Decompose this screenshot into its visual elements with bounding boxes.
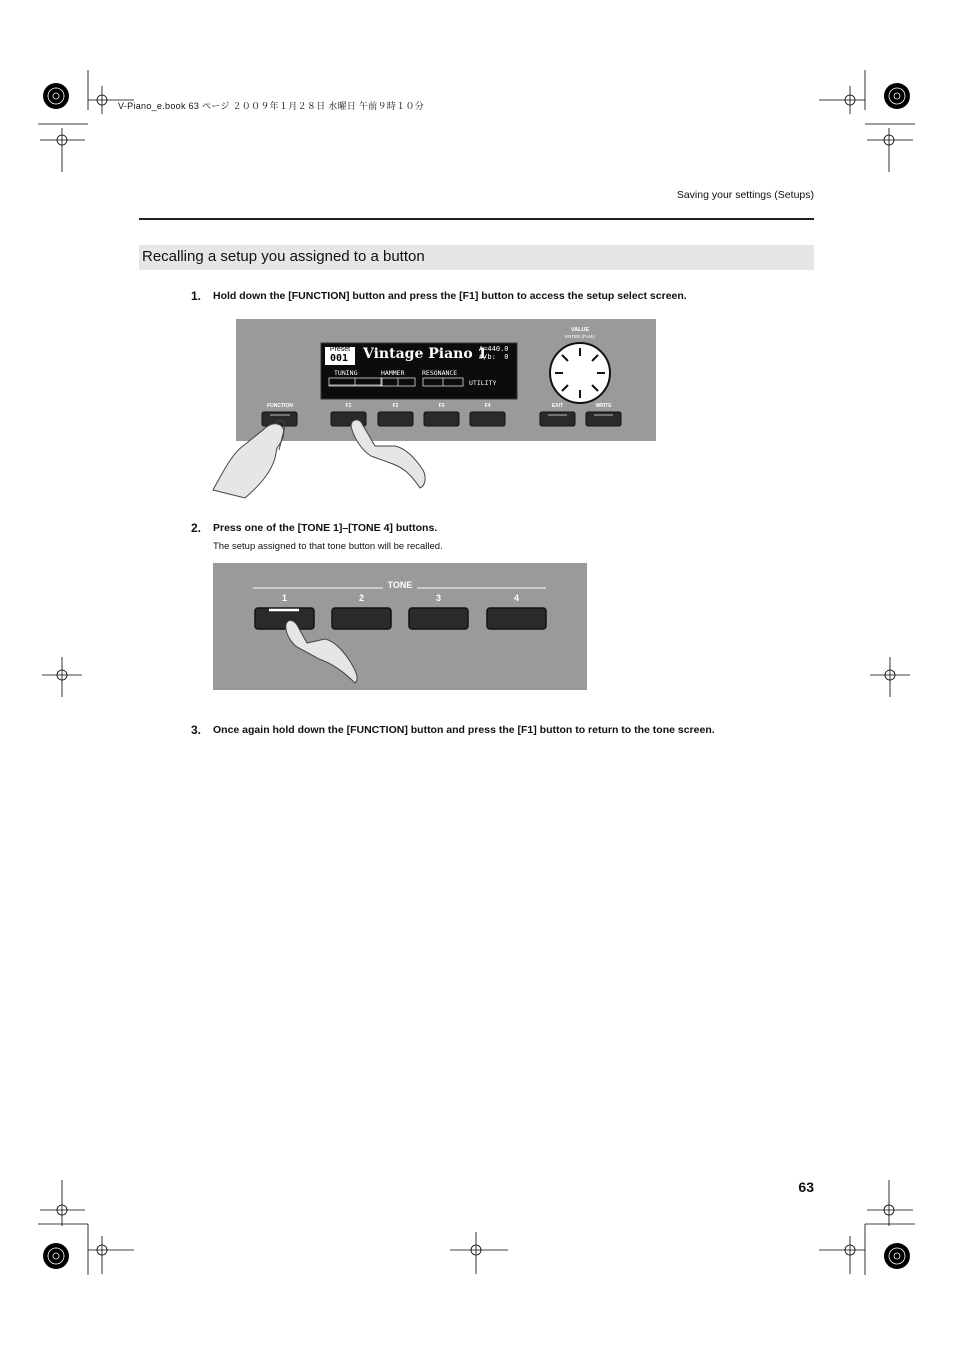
display-preset-label: Preset [329, 346, 351, 353]
display-tab-resonance: RESONANCE [422, 369, 458, 377]
f3-button-label: F3 [438, 403, 445, 409]
tone-2-label: 2 [358, 593, 364, 603]
page-number: 63 [798, 1179, 814, 1195]
enter-label: ENTER (Push) [565, 334, 595, 339]
registration-mark-mid-left [40, 655, 84, 699]
registration-mark-bottom-left [30, 1180, 140, 1280]
tone-3-label: 3 [435, 593, 441, 603]
display-tab-utility: UTILITY [469, 379, 497, 387]
display-tab-hammer: HAMMER [381, 369, 405, 377]
exit-button-label: EXIT [551, 403, 564, 409]
panel-illustration-function [205, 318, 665, 503]
value-label: VALUE [570, 327, 590, 333]
step-1-number: 1. [191, 289, 202, 303]
print-info: V-Piano_e.book 63 ページ ２００９年１月２８日 水曜日 午前９時１０分 [118, 101, 425, 111]
display-key-readout: #/b: 0 [479, 353, 509, 361]
tone-group-label: TONE [387, 580, 413, 590]
function-button-label: FUNCTION [267, 403, 293, 409]
panel-illustration-tone [213, 563, 587, 698]
registration-mark-bottom-center [450, 1228, 510, 1278]
step-1-text: Hold down the [FUNCTION] button and press the [F1] button to access the setup select screen. [213, 290, 687, 302]
f1-button-label: F1 [345, 403, 352, 409]
display-tab-tuning: TUNING [334, 369, 358, 377]
write-button-label: WRITE [595, 403, 612, 409]
section-title: Recalling a setup you assigned to a button [142, 248, 425, 265]
tone-1-label: 1 [281, 593, 287, 603]
step-2-subtext: The setup assigned to that tone button will be recalled. [213, 541, 443, 552]
step-3-number: 3. [191, 723, 202, 737]
f2-button-label: F2 [392, 403, 399, 409]
header-rule [139, 218, 814, 220]
step-3-text: Once again hold down the [FUNCTION] button and press the [F1] button to return to the tone screen. [213, 724, 715, 736]
display-tuning-readout: A=440.0 [479, 345, 509, 353]
registration-mark-top-left [30, 70, 140, 180]
running-header: Saving your settings (Setups) [676, 189, 814, 201]
registration-mark-mid-right [868, 655, 912, 699]
f4-button-label: F4 [484, 403, 491, 409]
display-tone-name: Vintage Piano 1 [363, 346, 488, 362]
registration-mark-top-right [815, 70, 925, 180]
step-2-text: Press one of the [TONE 1]–[TONE 4] buttons. [213, 522, 438, 534]
step-2-number: 2. [191, 521, 202, 535]
tone-4-label: 4 [513, 593, 519, 603]
display-preset-number: 001 [330, 353, 349, 364]
registration-mark-bottom-right [815, 1180, 925, 1280]
